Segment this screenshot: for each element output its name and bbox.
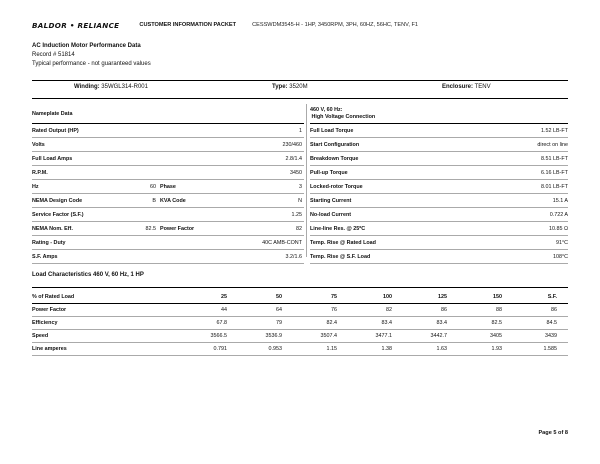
nameplate-label: NEMA Nom. Eff. [32,225,73,232]
nameplate-secondary-value: 60 [150,183,156,190]
nameplate-label: Full Load Amps [32,155,73,162]
enclosure-value: TENV [474,84,491,90]
load-column-header: 100 [383,294,392,300]
load-column-header: 50 [276,294,282,300]
document-title: AC Induction Motor Performance Data [32,43,141,49]
load-cell: 1.63 [436,346,447,352]
nameplate-label: Hz [32,183,39,190]
nameplate-label: Volts [32,141,45,148]
load-cell: 1.585 [543,346,557,352]
page-number: Page 5 of 8 [538,430,568,436]
motor-description: CESSWDM3545-H - 1HP, 3450RPM, 3PH, 60HZ, 56HC, TENV, F1 [252,22,418,28]
nameplate-row [32,180,304,194]
load-cell: 64 [276,307,282,313]
load-cell: 3536.9 [265,333,282,339]
nameplate-row [32,138,304,152]
load-row-label: Speed [32,333,49,339]
load-cell: 76 [331,307,337,313]
load-column-header: 25 [221,294,227,300]
load-cell: 1.15 [326,346,337,352]
performance-value: 8.01 LB-FT [541,183,568,190]
performance-row [310,222,568,236]
load-row [32,343,568,356]
load-cell: 3566.5 [210,333,227,339]
load-characteristics-table [32,291,568,356]
load-cell: 82.4 [326,320,337,326]
load-cell: 88 [496,307,502,313]
load-cell: 83.4 [381,320,392,326]
performance-label: Temp. Rise @ Rated Load [310,239,376,246]
performance-value: 1.52 LB-FT [541,127,568,134]
nameplate-value: 3450 [290,169,302,176]
performance-heading-line2: High Voltage Connection [311,113,376,120]
load-header-label: % of Rated Load [32,294,75,300]
load-cell: 3442.7 [430,333,447,339]
performance-table [310,104,568,264]
performance-value: direct on line [537,141,568,148]
enclosure-field [442,84,491,90]
load-cell: 3507.4 [320,333,337,339]
nameplate-row [32,194,304,208]
load-cell: 84.5 [546,320,557,326]
packet-title: CUSTOMER INFORMATION PACKET [139,22,237,28]
type-value: 3520M [289,84,308,90]
performance-row [310,208,568,222]
nameplate-secondary-label: Phase [160,183,176,190]
load-row [32,304,568,317]
performance-value: 15.1 A [552,197,568,204]
performance-row [310,194,568,208]
performance-row [310,124,568,138]
enclosure-label: Enclosure: [442,84,474,90]
nameplate-secondary-value: B [152,197,156,204]
winding-value: 35WGL314-R001 [101,84,148,90]
performance-label: Locked-rotor Torque [310,183,363,190]
nameplate-value: 82 [296,225,302,232]
performance-label: Line-line Res. @ 25ºC [310,225,366,232]
nameplate-label: Rating - Duty [32,239,66,246]
nameplate-row [32,152,304,166]
load-row-label: Line amperes [32,346,67,352]
load-cell: 82 [386,307,392,313]
load-cell: 83.4 [436,320,447,326]
nameplate-value: 3.2/1.6 [285,253,302,260]
performance-row [310,166,568,180]
nameplate-heading-row [32,104,304,124]
load-cell: 3439 [545,333,557,339]
record-number: Record # 51814 [32,52,75,58]
nameplate-label: S.F. Amps [32,253,58,260]
type-field [272,84,308,90]
winding-label: Winding: [74,84,100,90]
nameplate-row [32,250,304,264]
load-cell: 1.93 [491,346,502,352]
load-cell: 86 [441,307,447,313]
load-cell: 44 [221,307,227,313]
nameplate-label: Service Factor (S.F.) [32,211,84,218]
performance-label: Breakdown Torque [310,155,359,162]
page-header [32,18,568,32]
nameplate-table [32,104,304,264]
nameplate-label: NEMA Design Code [32,197,83,204]
load-cell: 86 [551,307,557,313]
type-label: Type: [272,84,288,90]
nameplate-secondary-label: Power Factor [160,225,195,232]
performance-value: 0.722 A [549,211,568,218]
performance-label: Starting Current [310,197,352,204]
nameplate-value: 2.8/1.4 [285,155,302,162]
performance-label: Start Configuration [310,141,360,148]
nameplate-secondary-label: KVA Code [160,197,186,204]
performance-row [310,236,568,250]
performance-row [310,180,568,194]
performance-value: 108°C [552,253,568,260]
load-cell: 3477.1 [375,333,392,339]
load-cell: 67.8 [216,320,227,326]
load-column-header: S.F. [547,294,557,300]
load-row-label: Efficiency [32,320,58,326]
performance-row [310,138,568,152]
performance-row [310,152,568,166]
load-row [32,330,568,343]
nameplate-value: 1 [299,127,302,134]
performance-value: 91°C [555,239,568,246]
document-intro [32,42,151,69]
load-row [32,317,568,330]
winding-divider [32,98,568,99]
performance-value: 6.16 LB-FT [541,169,568,176]
performance-heading-line1: 460 V, 60 Hz: [310,106,343,113]
load-header-row [32,291,568,304]
performance-label: Full Load Torque [310,127,354,134]
performance-label: Pull-up Torque [310,169,348,176]
performance-value: 10.85 Ω [548,225,568,232]
load-column-header: 125 [438,294,447,300]
nameplate-heading: Nameplate Data [32,110,73,117]
load-characteristics-title: Load Characteristics 460 V, 60 Hz, 1 HP [32,272,144,278]
load-cell: 0.953 [268,346,282,352]
nameplate-row [32,166,304,180]
load-cell: 0.791 [213,346,227,352]
performance-label: No-load Current [310,211,352,218]
load-divider [32,287,568,288]
nameplate-label: Rated Output (HP) [32,127,79,134]
performance-value: 8.51 LB-FT [541,155,568,162]
nameplate-value: 230/460 [282,141,302,148]
brand-logo: BALDOR • RELIANCE [32,20,120,30]
performance-heading-row [310,104,568,124]
performance-heading [310,107,375,121]
performance-row [310,250,568,264]
nameplate-label: R.P.M. [32,169,48,176]
load-cell: 3405 [490,333,502,339]
nameplate-value: 40C AMB-CONT [262,239,302,246]
top-divider [32,80,568,81]
nameplate-value: 3 [299,183,302,190]
disclaimer-note: Typical performance - not guaranteed values [32,61,151,67]
load-cell: 79 [276,320,282,326]
nameplate-row [32,222,304,236]
load-cell: 82.5 [491,320,502,326]
nameplate-secondary-value: 82.5 [145,225,156,232]
nameplate-value: N [298,197,302,204]
nameplate-row [32,124,304,138]
load-cell: 1.38 [381,346,392,352]
winding-row [32,84,568,94]
load-column-header: 75 [331,294,337,300]
nameplate-row [32,208,304,222]
winding-field [74,84,148,90]
nameplate-value: 1.25 [291,211,302,218]
nameplate-row [32,236,304,250]
load-row-label: Power Factor [32,307,67,313]
load-column-header: 150 [493,294,502,300]
column-divider [306,104,307,257]
performance-label: Temp. Rise @ S.F. Load [310,253,371,260]
